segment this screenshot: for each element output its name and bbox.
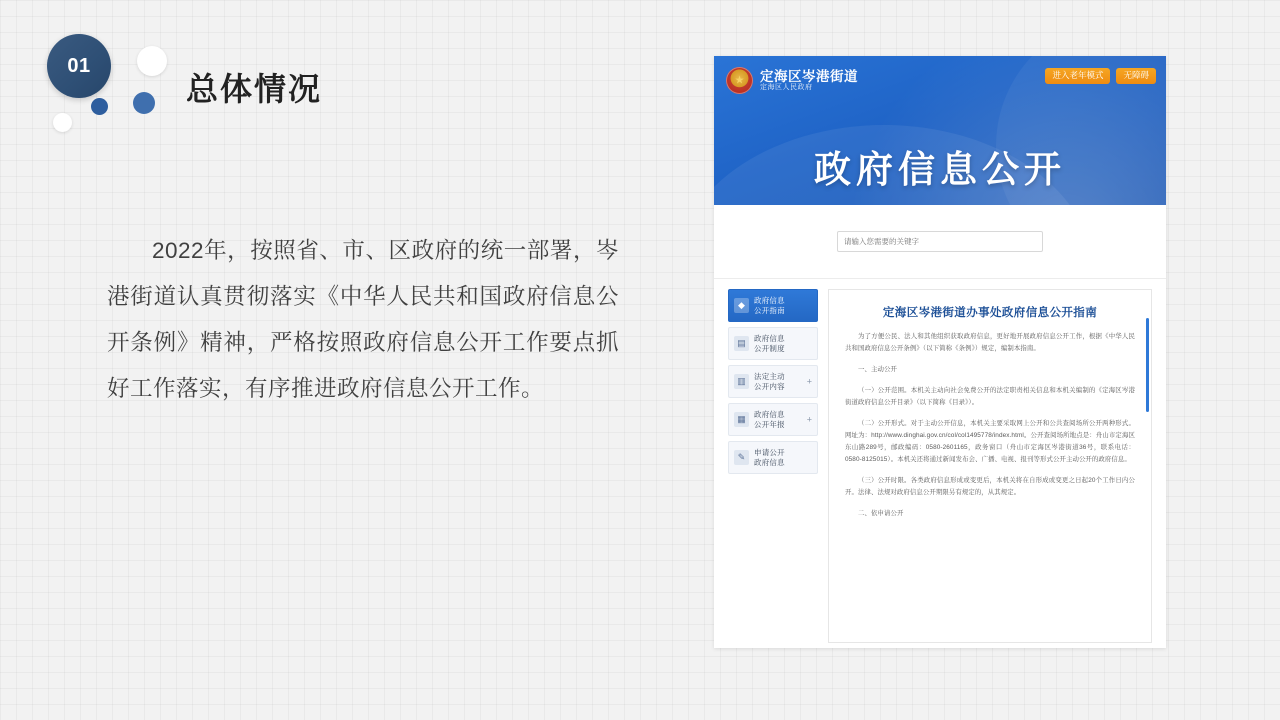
website-screenshot	[714, 56, 1166, 648]
sidebar-item-report-line1: 政府信息	[754, 409, 785, 419]
sidebar-item-apply[interactable]	[728, 441, 818, 474]
document-panel	[828, 289, 1152, 643]
sidebar-item-apply-line2: 政府信息	[754, 457, 785, 467]
document-paragraph: 二、依申请公开	[858, 510, 904, 517]
sidebar-item-content[interactable]	[728, 365, 818, 398]
sidebar-item-report[interactable]	[728, 403, 818, 436]
sidebar-item-content-line2: 公开内容	[754, 381, 785, 391]
expand-plus-icon[interactable]: +	[806, 414, 812, 424]
banner-button-group	[1045, 68, 1156, 84]
sidebar-item-guide-line1: 政府信息	[754, 295, 785, 305]
sidebar-item-rules-line1: 政府信息	[754, 333, 785, 343]
rules-icon: ▤	[734, 336, 749, 351]
document-title: 定海区岑港街道办事处政府信息公开指南	[882, 307, 1098, 319]
site-body	[714, 279, 1166, 643]
document-scrollbar-thumb[interactable]	[1146, 318, 1149, 412]
section-number-badge: 01	[47, 34, 111, 98]
content-icon: ▥	[734, 374, 749, 389]
site-banner	[714, 56, 1166, 205]
sidebar-item-rules-line2: 公开制度	[754, 343, 785, 353]
site-name: 定海区岑港街道	[760, 68, 858, 84]
decor-circle-small-blue	[91, 98, 108, 115]
decor-circle-large	[137, 46, 167, 76]
report-icon: ▦	[734, 412, 749, 427]
guide-icon: ◆	[734, 298, 749, 313]
decor-circle-mid-blue	[133, 92, 155, 114]
sidebar-nav	[728, 289, 818, 643]
document-paragraph: （二）公开形式。对于主动公开信息，本机关主要采取网上公开和公共查阅场所公开两种形式。网址为：http://www.dinghai.gov.cn/col/col1495778/index.html。公开查阅场所地点是：舟山市定海区东山路289号，邮政编码：0580-2601165，政务窗口（舟山市定海区岑港街道36号，联系电话：0580-8125015）。本机关还将通过新闻发布会、广播、电视、报刊等形式公开主动公开的政府信息。	[845, 420, 1135, 463]
expand-plus-icon[interactable]: +	[806, 376, 812, 386]
slide-body-paragraph: 2022年，按照省、市、区政府的统一部署，岑港街道认真贯彻落实《中华人民共和国政府信息公开条例》精神，严格按照政府信息公开工作要点抓好工作落实，有序推进政府信息公开工作。	[107, 238, 619, 401]
page-title: 总体情况	[186, 71, 323, 107]
document-paragraph: 为了方便公民、法人和其他组织获取政府信息，更好地开展政府信息公开工作，根据《中华人民共和国政府信息公开条例》（以下简称《条例》）规定，编制本指南。	[845, 333, 1135, 352]
site-logo-text	[760, 69, 858, 93]
document-paragraph: 一、主动公开	[858, 366, 897, 373]
sidebar-item-guide[interactable]	[728, 289, 818, 322]
national-emblem-icon	[726, 67, 753, 94]
sidebar-item-apply-line1: 申请公开	[754, 447, 785, 457]
search-area	[714, 205, 1166, 279]
elder-mode-button[interactable]: 进入老年模式	[1045, 68, 1110, 84]
document-paragraph: （一）公开范围。本机关主动向社会免费公开的法定职责相关信息和本机关编制的《定海区岑港街道政府信息公开目录》（以下简称《目录》）。	[845, 387, 1135, 406]
slide-header	[0, 0, 700, 170]
banner-title: 政府信息公开	[814, 149, 1066, 190]
search-box[interactable]	[837, 231, 1043, 252]
search-input[interactable]	[844, 237, 1036, 246]
site-logo[interactable]	[726, 67, 858, 94]
document-paragraph: （三）公开时限。各类政府信息形成或变更后，本机关将在自形成或变更之日起20个工作日内公开。法律、法规对政府信息公开期限另有规定的，从其规定。	[845, 477, 1135, 496]
sidebar-item-guide-line2: 公开指南	[754, 305, 785, 315]
decor-circle-small-white	[53, 113, 72, 132]
apply-icon: ✎	[734, 450, 749, 465]
sidebar-item-report-line2: 公开年报	[754, 419, 785, 429]
sidebar-item-rules[interactable]	[728, 327, 818, 360]
site-subname: 定海区人民政府	[760, 84, 813, 92]
sidebar-item-content-line1: 法定主动	[754, 371, 785, 381]
accessibility-button[interactable]: 无障碍	[1116, 68, 1156, 84]
